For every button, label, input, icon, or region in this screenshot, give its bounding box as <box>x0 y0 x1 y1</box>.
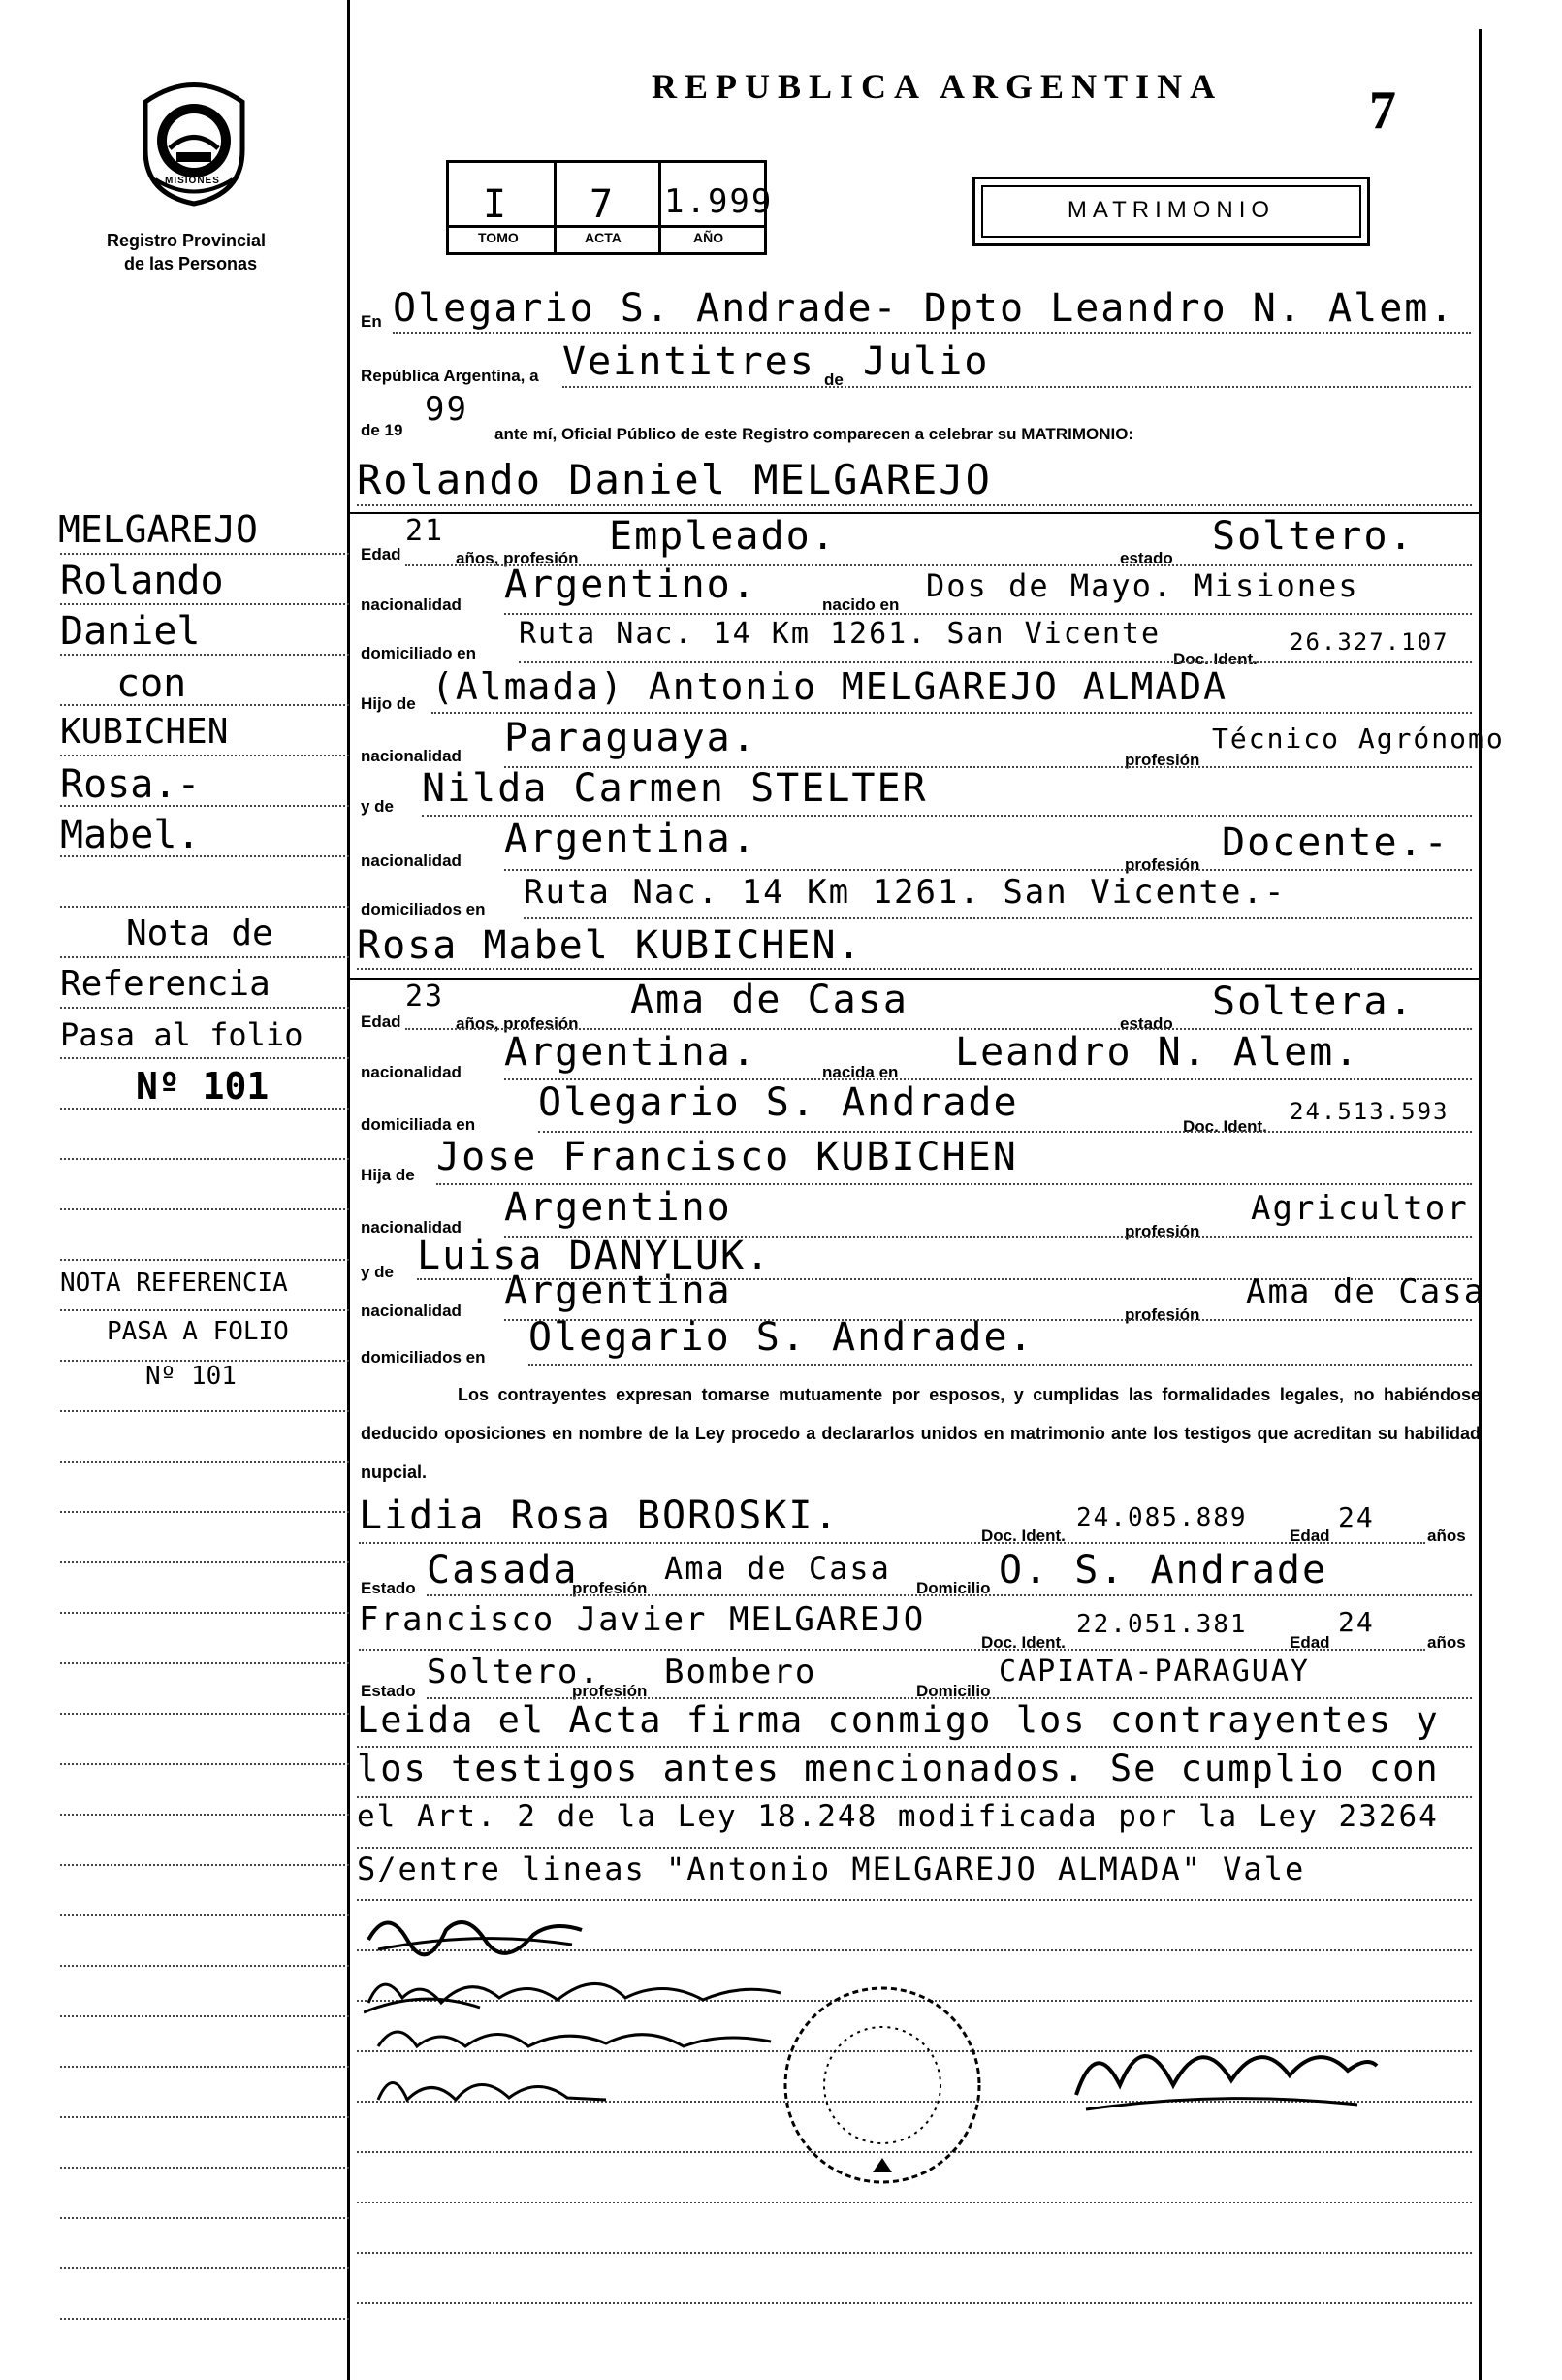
label-profesion: profesión <box>572 1579 648 1597</box>
closing-line-1: Leida el Acta firma conmigo los contrayentes y <box>357 1699 1440 1741</box>
closing-line-3: el Art. 2 de la Ley 18.248 modificada por la Ley 23264 <box>357 1799 1439 1834</box>
groom-mother-profession: Docente.- <box>1222 820 1450 865</box>
label-y-de: y de <box>361 797 395 816</box>
groom-mother-nationality: Argentina. <box>504 817 757 861</box>
label-estado: estado <box>1120 1014 1173 1033</box>
margin-note-10: Pasa al folio <box>60 1016 303 1053</box>
label-estado: Estado <box>361 1579 416 1597</box>
bride-parents-address: Olegario S. Andrade. <box>528 1315 1035 1360</box>
label-domiciliados-en: domiciliados en <box>361 1348 486 1367</box>
label-doc-ident: Doc. Ident. <box>981 1527 1066 1545</box>
label-republica: República Argentina, a <box>361 367 539 385</box>
margin-note-4: con <box>116 661 187 706</box>
label-nacionalidad: nacionalidad <box>361 1218 462 1237</box>
record-type-box <box>972 177 1370 246</box>
witness2-address: CAPIATA-PARAGUAY <box>999 1655 1310 1689</box>
bride-nationality: Argentina. <box>504 1030 757 1075</box>
tomo-acta-ano-table <box>446 160 774 255</box>
signature-groom <box>359 1901 591 1959</box>
registry-name-line2: de las Personas <box>124 254 258 273</box>
label-nacionalidad: nacionalidad <box>361 852 462 870</box>
margin-note-11: Nº 101 <box>136 1065 270 1108</box>
label-anos-profesion: años, profesión <box>456 549 579 567</box>
groom-nationality: Argentino. <box>504 563 757 607</box>
bride-birthplace: Leandro N. Alem. <box>955 1030 1360 1075</box>
bride-father-profession: Agricultor <box>1251 1189 1469 1228</box>
country-title: REPUBLICA ARGENTINA <box>652 67 1224 106</box>
tomo-label: TOMO <box>478 230 519 245</box>
witness1-age: 24 <box>1338 1501 1375 1533</box>
bride-father-nationality: Argentino <box>504 1185 732 1230</box>
label-profesion: profesión <box>1125 1222 1200 1240</box>
label-estado: estado <box>1120 549 1173 567</box>
bride-mother: Luisa DANYLUK. <box>417 1234 772 1278</box>
label-edad: Edad <box>1290 1527 1330 1545</box>
groom-doc: 26.327.107 <box>1290 628 1450 656</box>
acta-value: 7 <box>590 182 616 227</box>
witness2-age: 24 <box>1338 1606 1375 1638</box>
label-anos-profesion: años, profesión <box>456 1014 579 1033</box>
signature-witness1 <box>373 2012 781 2061</box>
ano-label: AÑO <box>693 230 724 245</box>
bride-profession: Ama de Casa <box>630 978 909 1022</box>
bride-doc: 24.513.593 <box>1290 1098 1450 1125</box>
registry-seal <box>126 73 262 209</box>
label-profesion: profesión <box>1125 855 1200 874</box>
label-edad: Edad <box>361 545 401 563</box>
closing-line-2: los testigos antes mencionados. Se cumplio con <box>357 1748 1440 1789</box>
bride-mother-profession: Ama de Casa <box>1246 1272 1486 1311</box>
label-nacionalidad: nacionalidad <box>361 595 462 614</box>
witness1-name: Lidia Rosa BOROSKI. <box>359 1494 840 1538</box>
witness2-doc: 22.051.381 <box>1076 1610 1248 1639</box>
label-edad: Edad <box>361 1013 401 1031</box>
label-edad: Edad <box>1290 1633 1330 1652</box>
signature-witness2 <box>373 2061 625 2114</box>
witness2-profession: Bombero <box>664 1653 817 1691</box>
declaration-text: Los contrayentes expresan tomarse mutuamente por esposos, y cumplidas las formalidades legales, no habiéndose deducido oposiciones en nombre de la Ley procedo a declararlos unidos en matrimonio ante los testigos que acreditan su habilidad nupcial. <box>361 1385 1481 1482</box>
groom-father-profession: Técnico Agrónomo <box>1212 723 1505 755</box>
label-de19: de 19 <box>361 421 403 439</box>
margin-note-5: KUBICHEN <box>60 712 229 752</box>
label-anos: años <box>1427 1527 1466 1545</box>
groom-father-nationality: Paraguaya. <box>504 716 757 760</box>
label-domiciliados-en: domiciliados en <box>361 900 486 918</box>
record-type: MATRIMONIO <box>1067 197 1276 223</box>
margin-note-14: Nº 101 <box>145 1362 237 1391</box>
label-doc-ident: Doc. Ident. <box>1173 650 1258 668</box>
bride-age: 23 <box>405 980 445 1013</box>
margin-note-3: Daniel <box>60 609 201 654</box>
label-nacionalidad: nacionalidad <box>361 1063 462 1081</box>
label-nacionalidad: nacionalidad <box>361 1302 462 1320</box>
label-en: En <box>361 312 382 331</box>
label-profesion: profesión <box>1125 1305 1200 1324</box>
margin-note-1: MELGAREJO <box>58 508 258 551</box>
margin-note-12: NOTA REFERENCIA <box>60 1269 288 1298</box>
groom-father: (Almada) Antonio MELGAREJO ALMADA <box>431 665 1227 708</box>
label-y-de: y de <box>361 1263 395 1281</box>
margin-note-2: Rolando <box>60 559 224 603</box>
groom-birthplace: Dos de Mayo. Misiones <box>926 567 1359 604</box>
signature-officer <box>1067 2017 1387 2124</box>
bride-status: Soltera. <box>1212 980 1415 1024</box>
label-domiciliada-en: domiciliada en <box>361 1115 476 1134</box>
margin-note-8: Nota de <box>126 914 273 953</box>
label-nacida-en: nacida en <box>822 1063 899 1081</box>
witness1-doc: 24.085.889 <box>1076 1503 1248 1532</box>
bride-father: Jose Francisco KUBICHEN <box>436 1135 1018 1179</box>
groom-profession: Empleado. <box>609 514 837 559</box>
margin-note-9: Referencia <box>60 964 271 1004</box>
groom-address: Ruta Nac. 14 Km 1261. San Vicente <box>519 617 1162 651</box>
ano-value: 1.999 <box>664 182 774 221</box>
witness2-status: Soltero. <box>427 1653 601 1691</box>
label-anos: años <box>1427 1633 1466 1652</box>
label-doc-ident: Doc. Ident. <box>1183 1117 1267 1136</box>
margin-note-6: Rosa.- <box>60 762 201 807</box>
groom-full-name: Rolando Daniel MELGAREJO <box>357 456 992 503</box>
witness1-status: Casada <box>427 1548 579 1592</box>
ceremony-year: 99 <box>425 390 468 429</box>
closing-line-4: S/entre lineas "Antonio MELGAREJO ALMADA" Vale <box>357 1850 1306 1887</box>
bride-address: Olegario S. Andrade <box>538 1080 1019 1125</box>
page-number: 7 <box>1369 80 1396 141</box>
label-domiciliado-en: domiciliado en <box>361 644 477 662</box>
margin-note-13: PASA A FOLIO <box>107 1317 289 1346</box>
groom-parents-address: Ruta Nac. 14 Km 1261. San Vicente.- <box>524 873 1287 912</box>
official-stamp <box>776 1978 989 2192</box>
label-doc-ident: Doc. Ident. <box>981 1633 1066 1652</box>
witness1-profession: Ama de Casa <box>664 1550 891 1587</box>
label-de-month: de <box>824 370 844 389</box>
bride-mother-nationality: Argentina <box>504 1269 732 1313</box>
registry-name-line1: Registro Provincial <box>107 231 267 250</box>
bride-full-name: Rosa Mabel KUBICHEN. <box>357 923 863 968</box>
label-estado: Estado <box>361 1682 416 1700</box>
groom-mother: Nilda Carmen STELTER <box>422 766 928 811</box>
acta-label: ACTA <box>585 230 622 245</box>
label-nacionalidad: nacionalidad <box>361 747 462 765</box>
label-ante-mi: ante mí, Oficial Público de este Registro comparecen a celebrar su MATRIMONIO: <box>494 425 1134 443</box>
witness1-address: O. S. Andrade <box>999 1548 1328 1592</box>
ceremony-place: Olegario S. Andrade- Dpto Leandro N. Alem. <box>393 286 1455 331</box>
groom-age: 21 <box>405 514 445 548</box>
label-profesion: profesión <box>572 1682 648 1700</box>
label-domicilio: Domicilio <box>916 1579 991 1597</box>
signature-bride <box>364 1959 790 2017</box>
label-hijo-de: Hijo de <box>361 694 416 713</box>
margin-note-7: Mabel. <box>60 813 201 857</box>
ceremony-day: Veintitres <box>562 339 815 384</box>
groom-status: Soltero. <box>1212 514 1415 559</box>
tomo-value: I <box>483 182 509 227</box>
seal-text: MISIONES <box>165 176 220 186</box>
label-nacido-en: nacido en <box>822 595 900 614</box>
label-hija-de: Hija de <box>361 1166 415 1184</box>
ceremony-month: Julio <box>863 339 990 384</box>
witness2-name: Francisco Javier MELGAREJO <box>359 1600 926 1639</box>
label-domicilio: Domicilio <box>916 1682 991 1700</box>
label-profesion: profesión <box>1125 751 1200 769</box>
